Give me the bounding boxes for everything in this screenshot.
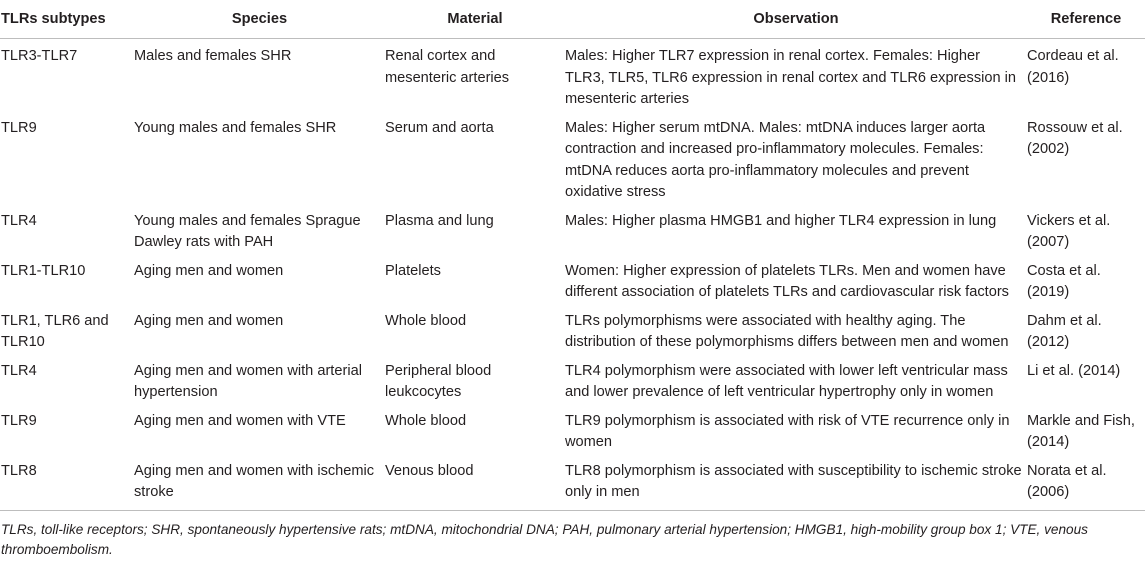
cell-subtype: TLR1-TLR10	[1, 262, 86, 279]
cell-subtype: TLR4	[1, 212, 37, 229]
cell-subtype: TLR9	[1, 412, 37, 429]
cell-material: Whole blood	[385, 312, 467, 329]
cell-observation: Males: Higher TLR7 expression in renal cortex. Females: Higher TLR3, TLR5, TLR6 expression in renal cortex and TLR6 expression in mesenteric arteries	[565, 48, 1017, 107]
cell-species: Aging men and women with ischemic stroke	[134, 454, 385, 511]
table-row	[0, 111, 1145, 204]
table-row	[0, 254, 1145, 304]
cell-subtype: TLR9	[1, 119, 37, 136]
table-row	[0, 454, 1145, 511]
cell-reference: Markle and Fish, (2014)	[1027, 412, 1135, 450]
cell-reference: Costa et al. (2019)	[1027, 262, 1101, 300]
cell-observation: Males: Higher plasma HMGB1 and higher TLR4 expression in lung	[565, 212, 997, 229]
cell-material: Platelets	[385, 262, 441, 279]
table-row	[0, 39, 1145, 111]
cell-observation: TLRs polymorphisms were associated with healthy aging. The distribution of these polymorphisms differs between men and women	[565, 312, 1009, 350]
cell-material: Renal cortex and mesenteric arteries	[385, 48, 510, 86]
cell-species: Young males and females Sprague Dawley rats with PAH	[134, 212, 361, 250]
table-row	[0, 204, 1145, 254]
cell-observation: TLR8 polymorphism is associated with susceptibility to ischemic stroke only in men	[565, 454, 1027, 511]
cell-reference: Norata et al. (2006)	[1027, 454, 1145, 511]
table-row	[0, 304, 1145, 354]
cell-reference: Cordeau et al. (2016)	[1027, 48, 1119, 86]
table-row	[0, 404, 1145, 454]
cell-subtype: TLR1, TLR6 and TLR10	[1, 312, 109, 350]
cell-material: Plasma and lung	[385, 212, 494, 229]
cell-species: Aging men and women with VTE	[134, 412, 346, 429]
cell-material: Serum and aorta	[385, 119, 494, 136]
cell-observation: TLR9 polymorphism is associated with risk of VTE recurrence only in women	[565, 412, 1010, 450]
cell-reference: Vickers et al. (2007)	[1027, 212, 1111, 250]
cell-species: Aging men and women with arterial hypertension	[134, 362, 362, 400]
cell-reference: Rossouw et al. (2002)	[1027, 119, 1123, 157]
cell-subtype: TLR8	[0, 454, 134, 511]
cell-species: Males and females SHR	[134, 48, 292, 64]
cell-observation: Males: Higher serum mtDNA. Males: mtDNA induces larger aorta contraction and increased pro-inflammatory molecules. Females: mtDNA reduces aorta pro-inflammatory molecules and prevent oxidative stress	[565, 119, 986, 200]
header-row	[0, 0, 1145, 39]
cell-observation: Women: Higher expression of platelets TLRs. Men and women have different association of platelets TLRs and cardiovascular risk factors	[565, 262, 1009, 300]
cell-subtype: TLR3-TLR7	[1, 48, 78, 64]
cell-subtype: TLR4	[1, 362, 37, 379]
cell-species: Aging men and women	[134, 312, 284, 329]
cell-species: Young males and females SHR	[134, 119, 337, 136]
header-observation: Observation	[565, 0, 1027, 39]
header-tlr-subtypes: TLRs subtypes	[0, 0, 134, 39]
cell-material: Whole blood	[385, 412, 467, 429]
cell-reference: Dahm et al. (2012)	[1027, 312, 1102, 350]
cell-material: Peripheral blood leukcocytes	[385, 362, 492, 400]
cell-observation: TLR4 polymorphism were associated with lower left ventricular mass and lower prevalence of left ventricular hypertrophy only in women	[565, 362, 1008, 400]
header-material: Material	[385, 0, 565, 39]
header-reference: Reference	[1027, 0, 1145, 39]
cell-material: Venous blood	[385, 454, 565, 511]
cell-species: Aging men and women	[134, 262, 284, 279]
header-species: Species	[134, 0, 385, 39]
table-row	[0, 354, 1145, 404]
table-footnote: TLRs, toll-like receptors; SHR, spontaneously hypertensive rats; mtDNA, mitochondrial DNA; PAH, pulmonary arterial hypertension; HMGB1, high-mobility group box 1; VTE, venous thromboembolism.	[1, 521, 1088, 557]
cell-reference: Li et al. (2014)	[1027, 362, 1121, 379]
